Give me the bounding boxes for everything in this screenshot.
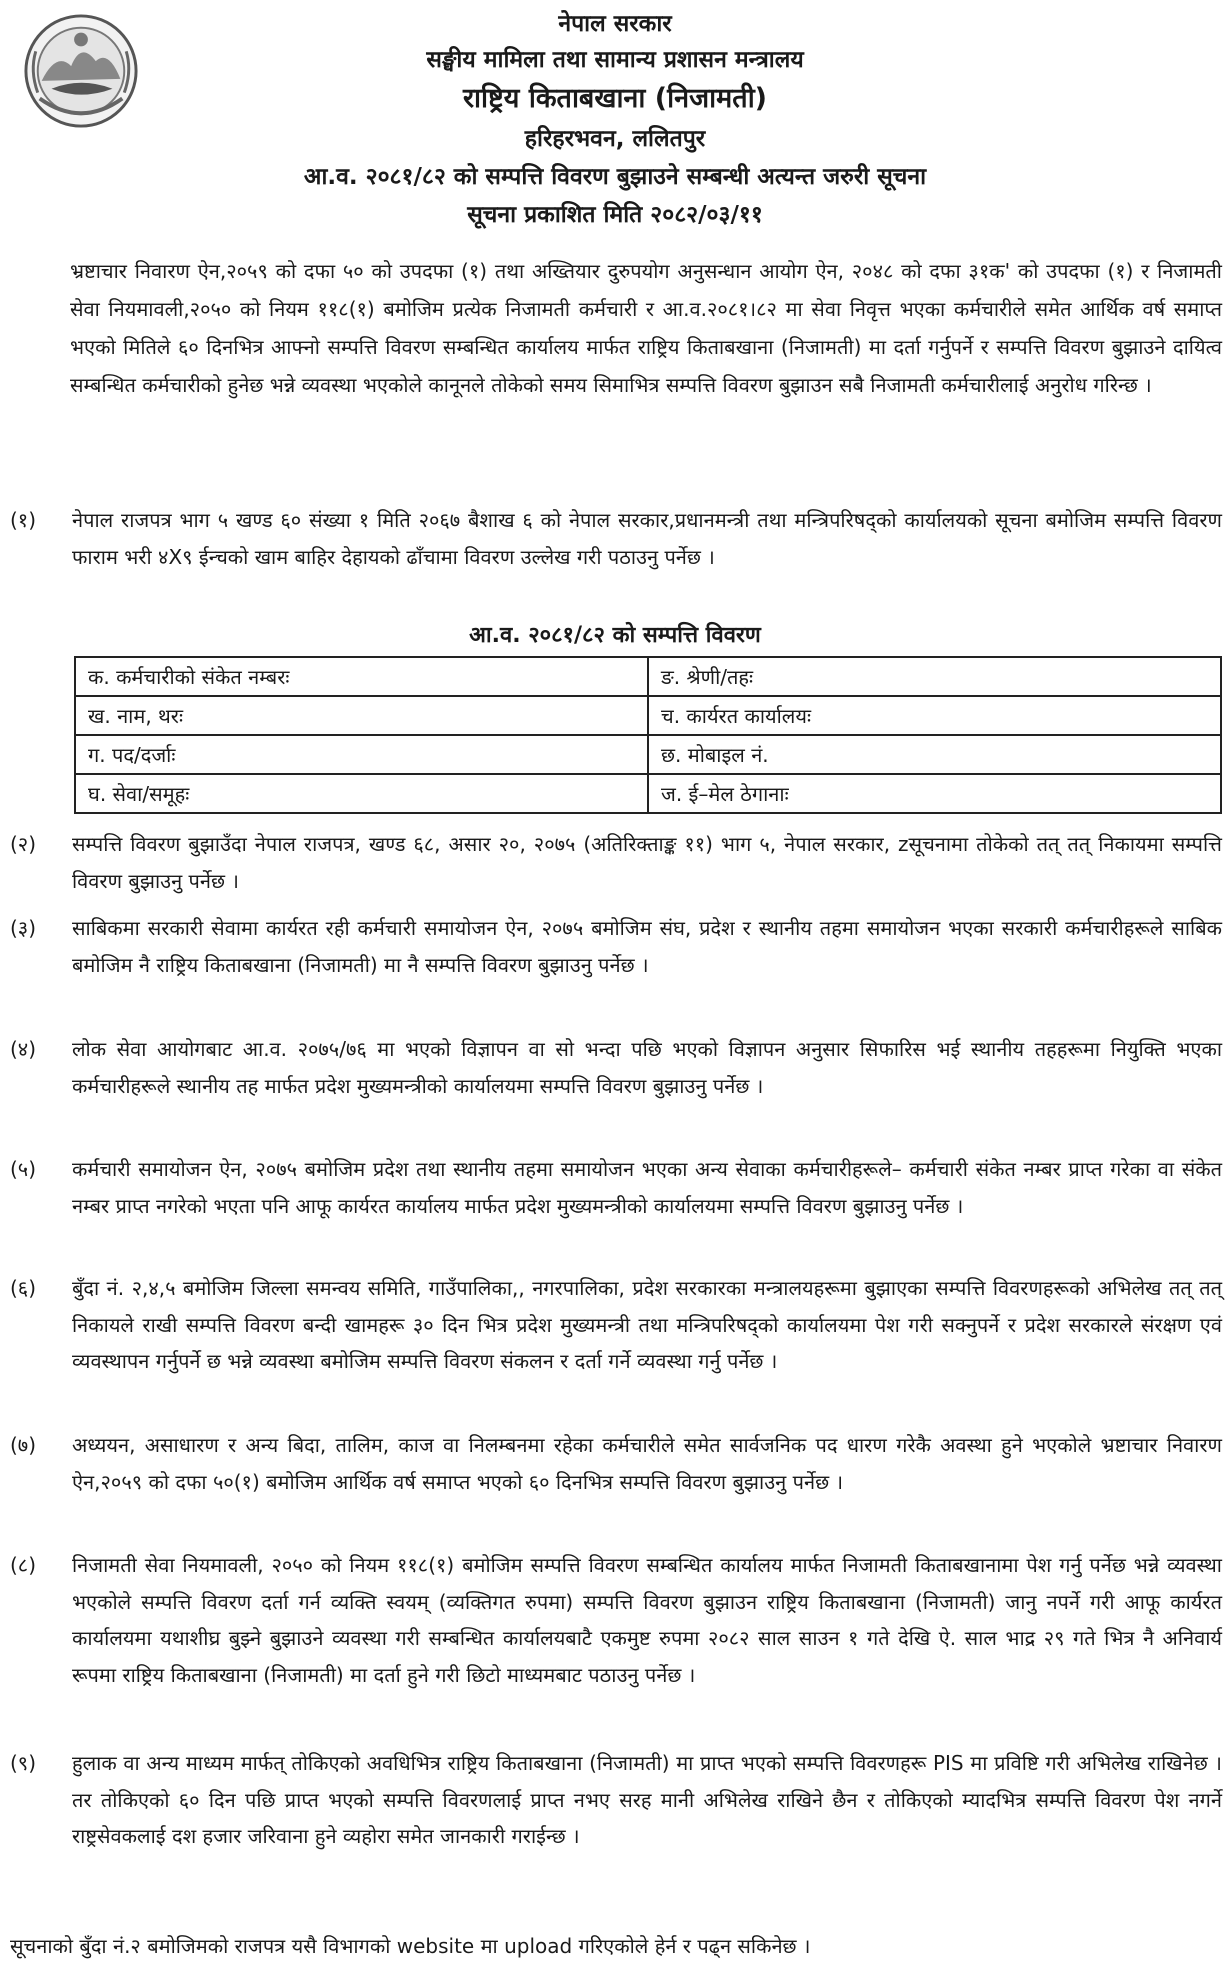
item-number: (८) [10,1553,37,1577]
letterhead [150,6,1080,234]
item-number: (२) [10,832,37,856]
item-number: (४) [10,1037,37,1061]
item-number: (१) [10,508,37,532]
footer-note: सूचनाको बुँदा नं.२ बमोजिमको राजपत्र यसै विभागको website मा upload गरिएकोले हेर्न र पढ्न सकिनेछ । [10,1934,811,1958]
item-text: अध्ययन, असाधारण र अन्य बिदा, तालिम, काज वा निलम्बनमा रहेका कर्मचारीले समेत सार्वजनिक पद धारण गरेकै अवस्था हुने भएकोले भ्रष्टाचार निवारण ऐन,२०५९ को दफा ५०(१) बमोजिम आर्थिक वर्ष समाप्त भएको ६० दिनभित्र सम्पत्ति विवरण बुझाउनु पर्नेछ । [72,1433,1222,1494]
list-item [10,1270,1222,1380]
list-item [10,1745,1222,1855]
item-number: (९) [10,1751,37,1775]
notice-subject: आ.व. २०८१/८२ को सम्पत्ति विवरण बुझाउने सम्बन्धी अत्यन्त जरुरी सूचना [303,164,927,190]
list-item [10,1547,1222,1693]
office-address: हरिहरभवन, ललितपुर [524,126,706,152]
ministry-name: सङ्घीय मामिला तथा सामान्य प्रशासन मन्त्रालय [426,47,804,73]
asset-envelope-table [74,656,1222,814]
item-number: (५) [10,1157,37,1181]
item-text: कर्मचारी समायोजन ऐन, २०७५ बमोजिम प्रदेश तथा स्थानीय तहमा समायोजन भएका अन्य सेवाका कर्मचारीहरूले– कर्मचारी संकेत नम्बर प्राप्त गरेका वा संकेत नम्बर प्राप्त नगरेको भएता पनि आफू कार्यरत कार्यालय मार्फत प्रदेश मुख्यमन्त्रीको कार्यालयमा सम्पत्ति विवरण बुझाउनु पर्नेछ । [72,1157,1222,1218]
table-cell: ज. ई–मेल ठेगानाः [648,774,1221,813]
intro-paragraph: भ्रष्टाचार निवारण ऐन,२०५९ को दफा ५० को उपदफा (१) तथा अख्तियार दुरुपयोग अनुसन्धान आयोग ऐन, २०४८ को दफा ३१क' को उपदफा (१) र निजामती सेवा नियमावली,२०५० को नियम ११८(१) बमोजिम प्रत्येक निजामती कर्मचारी र आ.व.२०८१।८२ मा सेवा निवृत्त भएका कर्मचारीले समेत आर्थिक वर्ष समाप्त भएको मितिले ६० दिनभित्र आफ्नो सम्पत्ति विवरण सम्बन्धित कार्यालय मार्फत राष्ट्रिय किताबखाना (निजामती) मा दर्ता गर्नुपर्ने र सम्पत्ति विवरण बुझाउने दायित्व सम्बन्धित कर्मचारीको हुनेछ भन्ने व्यवस्था भएकोले कानूनले तोकेको समय सिमाभित्र सम्पत्ति विवरण बुझाउन सबै निजामती कर्मचारीलाई अनुरोध गरिन्छ । [70,259,1222,397]
table-cell: घ. सेवा/समूहः [75,774,648,813]
list-item [10,1031,1222,1104]
item-text: लोक सेवा आयोगबाट आ.व. २०७५/७६ मा भएको विज्ञापन वा सो भन्दा पछि भएको विज्ञापन अनुसार सिफारिस भई स्थानीय तहहरूमा नियुक्ति भएका कर्मचारीहरूले स्थानीय तह मार्फत प्रदेश मुख्यमन्त्रीको कार्यालयमा सम्पत्ति विवरण बुझाउनु पर्नेछ । [72,1037,1222,1098]
item-text: सम्पत्ति विवरण बुझाउँदा नेपाल राजपत्र, खण्ड ६८, असार २०, २०७५ (अतिरिक्ताङ्क ११) भाग ५, नेपाल सरकार, zसूचनामा तोकेको तत् तत् निकायमा सम्पत्ति विवरण बुझाउनु पर्नेछ । [72,832,1222,893]
list-item [10,1151,1222,1224]
table-cell: ख. नाम, थरः [75,696,648,735]
table-cell: छ. मोबाइल नं. [648,735,1221,774]
table-row [75,696,1221,735]
list-item [10,910,1222,983]
nepal-government-emblem [22,12,140,130]
item-text: हुलाक वा अन्य माध्यम मार्फत् तोकिएको अवधिभित्र राष्ट्रिय किताबखाना (निजामती) मा प्राप्त भएको सम्पत्ति विवरणहरू PIS मा प्रविष्टि गरी अभिलेख राखिनेछ । तर तोकिएको ६० दिन पछि प्राप्त भएको सम्पत्ति विवरणलाई प्राप्त नभए सरह मानी अभिलेख राखिने छैन र तोकिएको म्यादभित्र सम्पत्ति विवरण पेश नगर्ने राष्ट्रसेवकलाई दश हजार जरिवाना हुने व्यहोरा समेत जानकारी गराईन्छ । [72,1751,1222,1848]
item-text: साबिकमा सरकारी सेवामा कार्यरत रही कर्मचारी समायोजन ऐन, २०७५ बमोजिम संघ, प्रदेश र स्थानीय तहमा समायोजन भएका सरकारी कर्मचारीहरूले साबिक बमोजिम नै राष्ट्रिय किताबखाना (निजामती) मा नै सम्पत्ति विवरण बुझाउनु पर्नेछ । [72,916,1222,977]
item-text: नेपाल राजपत्र भाग ५ खण्ड ६० संख्या १ मिति २०६७ बैशाख ६ को नेपाल सरकार,प्रधानमन्त्री तथा मन्त्रिपरिषद्को कार्यालयको सूचना बमोजिम सम्पत्ति विवरण फाराम भरी ४X९ ईन्चको खाम बाहिर देहायको ढाँचामा विवरण उल्लेख गरी पठाउनु पर्नेछ । [72,508,1222,569]
office-name: राष्ट्रिय किताबखाना (निजामती) [462,83,768,114]
table-row [75,774,1221,813]
table-cell: ङ. श्रेणी/तहः [648,657,1221,696]
government-name: नेपाल सरकार [558,11,672,37]
table-cell: च. कार्यरत कार्यालयः [648,696,1221,735]
item-text: बुँदा नं. २,४,५ बमोजिम जिल्ला समन्वय समिति, गाउँपालिका,, नगरपालिका, प्रदेश सरकारका मन्त्रालयहरूमा बुझाएका सम्पत्ति विवरणहरूको अभिलेख तत् तत् निकायले राखी सम्पत्ति विवरण बन्दी खामहरू ३० दिन भित्र प्रदेश मुख्यमन्त्री तथा मन्त्रिपरिषद्को कार्यालयमा पेश गरी सक्नुपर्ने र प्रदेश सरकारले संरक्षण एवं व्यवस्थापन गर्नुपर्ने छ भन्ने व्यवस्था बमोजिम सम्पत्ति विवरण संकलन र दर्ता गर्ने व्यवस्था गर्नु पर्नेछ । [72,1276,1222,1373]
table-title: आ.व. २०८१/८२ को सम्पत्ति विवरण [469,623,761,648]
table-row [75,735,1221,774]
list-item [10,502,1222,575]
item-number: (६) [10,1276,37,1300]
table-row [75,657,1221,696]
table-cell: क. कर्मचारीको संकेत नम्बरः [75,657,648,696]
list-item [10,1427,1222,1500]
item-number: (३) [10,916,37,940]
list-item [10,826,1222,899]
item-number: (७) [10,1433,37,1457]
table-cell: ग. पद/दर्जाः [75,735,648,774]
item-text: निजामती सेवा नियमावली, २०५० को नियम ११८(१) बमोजिम सम्पत्ति विवरण सम्बन्धित कार्यालय मार्फत निजामती किताबखानामा पेश गर्नु पर्नेछ भन्ने व्यवस्था भएकोले सम्पत्ति विवरण दर्ता गर्न व्यक्ति स्वयम् (व्यक्तिगत रुपमा) सम्पत्ति विवरण बुझाउन राष्ट्रिय किताबखाना (निजामती) जानु नपर्ने गरी आफू कार्यरत कार्यालयमा यथाशीघ्र बुझ्ने बुझाउने व्यवस्था गरी सम्बन्धित कार्यालयबाटै एकमुष्ट रुपमा २०८२ साल साउन १ गते देखि ऐ. साल भाद्र २९ गते भित्र नै अनिवार्य रूपमा राष्ट्रिय किताबखाना (निजामती) मा दर्ता हुने गरी छिटो माध्यमबाट पठाउनु पर्नेछ । [72,1553,1222,1687]
published-date: सूचना प्रकाशित मिति २०८२/०३/११ [467,202,763,228]
